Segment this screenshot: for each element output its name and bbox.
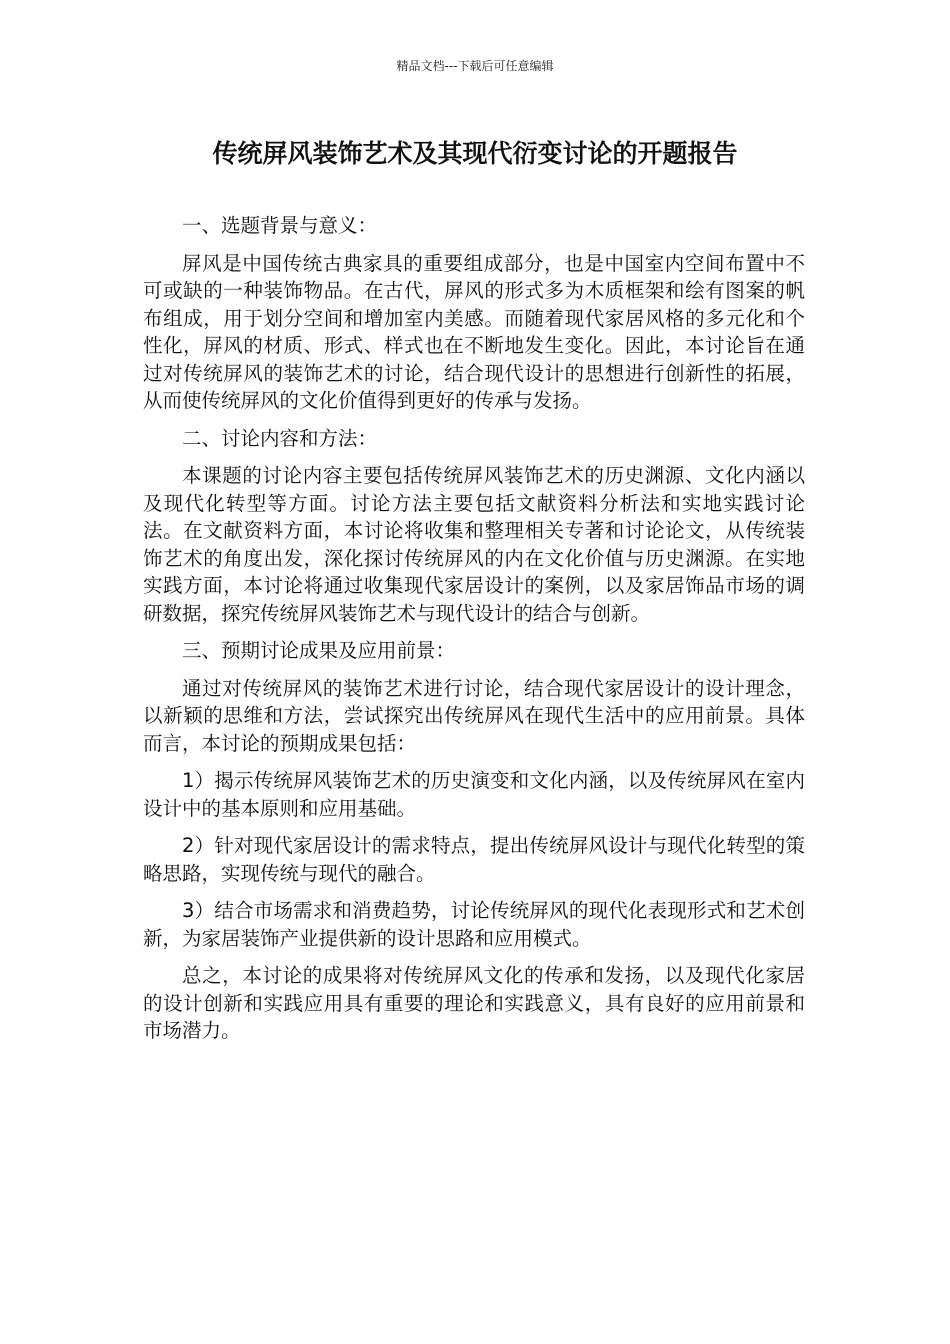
paragraph-outcomes-intro: 通过对传统屏风的装饰艺术进行讨论，结合现代家居设计的设计理念，以新颖的思维和方法，尝试探究出传统屏风在现代生活中的应用前景。具体而言，本讨论的预期成果包括： [143,676,805,755]
document-body [143,212,805,1055]
paragraph-conclusion: 总之，本讨论的成果将对传统屏风文化的传承和发扬，以及现代化家居的设计创新和实践应用具有重要的理论和实践意义，具有良好的应用前景和市场潜力。 [143,964,805,1042]
paragraph-outcome-3: 3）结合市场需求和消费趋势，讨论传统屏风的现代化表现形式和艺术创新，为家居装饰产业提供新的设计思路和应用模式。 [143,899,805,950]
section-heading-background: 一、选题背景与意义： [182,214,378,237]
paragraph-outcome-1: 1）揭示传统屏风装饰艺术的历史演变和文化内涵，以及传统屏风在室内设计中的基本原则和应用基础。 [143,769,805,820]
paragraph-background: 屏风是中国传统古典家具的重要组成部分，也是中国室内空间布置中不可或缺的一种装饰物品。在古代，屏风的形式多为木质框架和绘有图案的帆布组成，用于划分空间和增加室内美感。而随着现代家居风格的多元化和个性化，屏风的材质、形式、样式也在不断地发生变化。因此，本讨论旨在通过对传统屏风的装饰艺术的讨论，结合现代设计的思想进行创新性的拓展，从而使传统屏风的文化价值得到更好的传承与发扬。 [143,251,805,412]
paragraph-outcome-2: 2）针对现代家居设计的需求特点，提出传统屏风设计与现代化转型的策略思路，实现传统与现代的融合。 [143,834,805,885]
section-heading-methods: 二、讨论内容和方法： [182,426,378,450]
section-heading-outcomes: 三、预期讨论成果及应用前景： [182,639,456,662]
paragraph-methods: 本课题的讨论内容主要包括传统屏风装饰艺术的历史渊源、文化内涵以及现代化转型等方面。讨论方法主要包括文献资料分析法和实地实践讨论法。在文献资料方面，本讨论将收集和整理相关专著和讨论论文，从传统装饰艺术的角度出发，深化探讨传统屏风的内在文化价值与历史渊源。在实地实践方面，本讨论将通过收集现代家居设计的案例，以及家居饰品市场的调研数据，探究传统屏风装饰艺术与现代设计的结合与创新。 [143,464,805,625]
header-note: 精品文档---下载后可任意编辑 [396,59,554,73]
document-title: 传统屏风装饰艺术及其现代衍变讨论的开题报告 [212,139,738,168]
